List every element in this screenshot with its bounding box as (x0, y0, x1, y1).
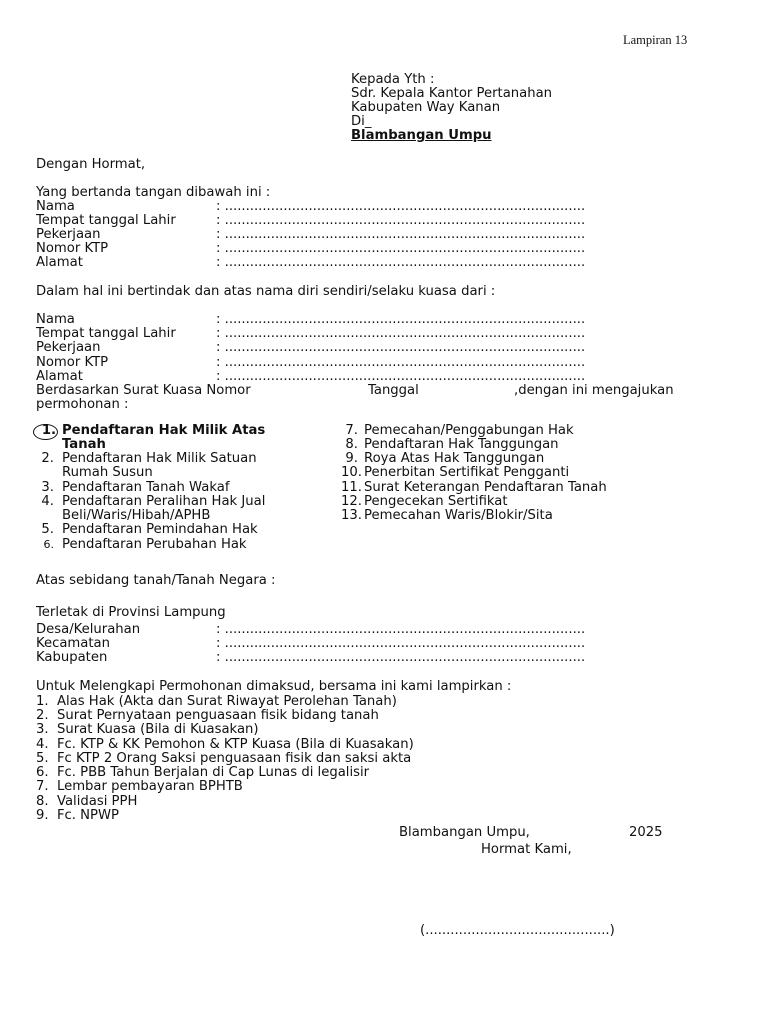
list-number: 1. (41, 423, 56, 438)
list-number: 7. (345, 423, 358, 438)
attachment-item: 2. Surat Pernyataan penguasaan fisik bidang tanah (36, 708, 379, 723)
field-label: Nomor KTP (36, 355, 109, 370)
field-label: Nama (36, 312, 75, 327)
list-number: 13. (341, 508, 362, 523)
attachment-item: 7. Lembar pembayaran BPHTB (36, 779, 243, 794)
list-item: Pendaftaran Tanah Wakaf (62, 480, 230, 495)
field-dots: : ...................................................................................... (216, 650, 586, 665)
list-number: 2. (41, 451, 54, 466)
address-line-3: Kabupaten Way Kanan (351, 100, 501, 115)
address-line-4: Di_ (351, 114, 372, 129)
list-item: Surat Keterangan Pendaftaran Tanah (364, 480, 607, 495)
list-item-cont: Beli/Waris/Hibah/APHB (62, 508, 211, 523)
field-dots: : ...................................................................................... (216, 241, 586, 256)
field-dots: : ...................................................................................... (216, 636, 586, 651)
list-number: 8. (345, 437, 358, 452)
field-dots: : ...................................................................................... (216, 255, 586, 270)
list-item: Roya Atas Hak Tanggungan (364, 451, 545, 466)
list-item: Pendaftaran Hak Tanggungan (364, 437, 559, 452)
field-dots: : ...................................................................................... (216, 369, 586, 384)
province-text: Terletak di Provinsi Lampung (36, 605, 226, 620)
attachment-item: 9. Fc. NPWP (36, 808, 119, 823)
attachment-item: 1. Alas Hak (Akta dan Surat Riwayat Perolehan Tanah) (36, 694, 397, 709)
list-number: 3. (41, 480, 54, 495)
field-label: Kabupaten (36, 650, 108, 665)
field-dots: : ...................................................................................... (216, 312, 586, 327)
list-number: 5. (41, 522, 54, 537)
list-item: Pemecahan/Penggabungan Hak (364, 423, 574, 438)
field-label: Alamat (36, 369, 83, 384)
address-line-2: Sdr. Kepala Kantor Pertanahan (351, 86, 553, 101)
closing-regards: Hormat Kami, (481, 842, 572, 857)
list-item: Pendaftaran Perubahan Hak (62, 537, 247, 552)
field-label: Nama (36, 199, 75, 214)
attachment-item: 3. Surat Kuasa (Bila di Kuasakan) (36, 722, 259, 737)
field-label: Alamat (36, 255, 83, 270)
list-item-cont: Rumah Susun (62, 465, 153, 480)
list-item: Pemecahan Waris/Blokir/Sita (364, 508, 553, 523)
list-number: 11. (341, 480, 362, 495)
attorney-text-3: ,dengan ini mengajukan (514, 383, 674, 398)
field-label: Tempat tanggal Lahir (36, 213, 176, 228)
field-label: Nomor KTP (36, 241, 109, 256)
field-dots: : ...................................................................................... (216, 340, 586, 355)
attachment-item: 4. Fc. KTP & KK Pemohon & KTP Kuasa (Bila di Kuasakan) (36, 737, 414, 752)
list-item: Pendaftaran Hak Milik Satuan (62, 451, 257, 466)
list-number: 9. (345, 451, 358, 466)
field-dots: : ...................................................................................... (216, 355, 586, 370)
acting-text: Dalam hal ini bertindak dan atas nama diri sendiri/selaku kuasa dari : (36, 284, 496, 299)
field-label: Tempat tanggal Lahir (36, 326, 176, 341)
field-dots: : ...................................................................................... (216, 622, 586, 637)
field-label: Pekerjaan (36, 227, 101, 242)
list-number: 10. (341, 465, 362, 480)
closing-place: Blambangan Umpu, (399, 825, 530, 840)
field-dots: : ...................................................................................... (216, 227, 586, 242)
field-dots: : ...................................................................................... (216, 199, 586, 214)
list-number: 6. (43, 538, 54, 551)
list-item: Pengecekan Sertifikat (364, 494, 508, 509)
address-city: Blambangan Umpu (351, 128, 492, 143)
attorney-text-4: permohonan : (36, 397, 129, 412)
list-item: Pendaftaran Pemindahan Hak (62, 522, 258, 537)
land-text: Atas sebidang tanah/Tanah Negara : (36, 573, 276, 588)
attachment-number: Lampiran 13 (623, 33, 688, 47)
signature-line: (............................................) (420, 923, 615, 938)
attachment-item: 5. Fc KTP 2 Orang Saksi penguasaan fisik dan saksi akta (36, 751, 412, 766)
signer-intro: Yang bertanda tangan dibawah ini : (36, 185, 271, 200)
attorney-text-2: Tanggal (368, 383, 419, 398)
attachment-item: 8. Validasi PPH (36, 794, 138, 809)
list-item: Pendaftaran Hak Milik Atas (62, 423, 266, 438)
attachment-item: 6. Fc. PBB Tahun Berjalan di Cap Lunas di legalisir (36, 765, 370, 780)
list-number: 4. (41, 494, 54, 509)
field-label: Desa/Kelurahan (36, 622, 141, 637)
address-line-1: Kepada Yth : (351, 72, 435, 87)
list-item: Penerbitan Sertifikat Pengganti (364, 465, 570, 480)
list-item-cont: Tanah (62, 437, 106, 452)
greeting: Dengan Hormat, (36, 157, 146, 172)
field-label: Pekerjaan (36, 340, 101, 355)
attorney-text-1: Berdasarkan Surat Kuasa Nomor (36, 383, 251, 398)
list-number: 12. (341, 494, 362, 509)
field-label: Kecamatan (36, 636, 110, 651)
closing-year: 2025 (629, 825, 663, 840)
field-dots: : ...................................................................................... (216, 326, 586, 341)
attachments-intro: Untuk Melengkapi Permohonan dimaksud, bersama ini kami lampirkan : (36, 679, 512, 694)
field-dots: : ...................................................................................... (216, 213, 586, 228)
list-item: Pendaftaran Peralihan Hak Jual (62, 494, 266, 509)
